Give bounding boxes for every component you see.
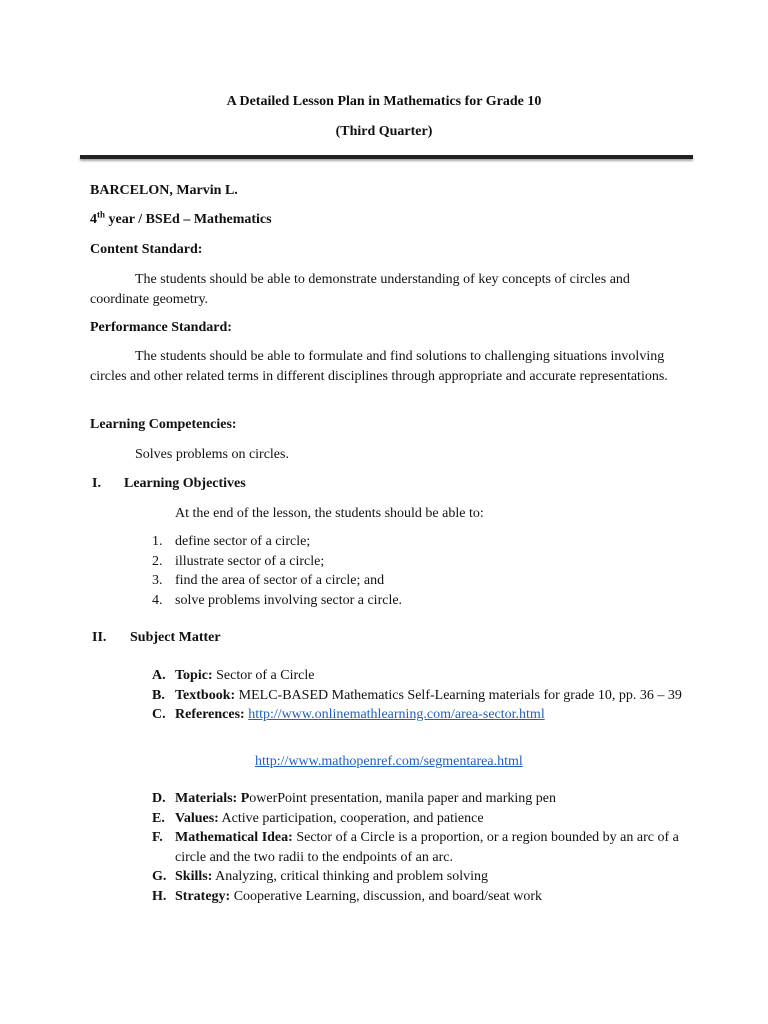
item-text: Cooperative Learning, discussion, and board/seat work <box>230 888 543 904</box>
list-item <box>152 887 692 907</box>
item-text: owerPoint presentation, manila paper and marking pen <box>249 791 556 806</box>
item-letter: D. <box>152 791 166 806</box>
item-letter: F. <box>152 830 163 845</box>
item-text: Active participation, cooperation, and patience <box>218 810 484 826</box>
list-item <box>152 809 692 829</box>
item-letter: G. <box>152 869 167 884</box>
author-year-suffix: th <box>97 209 106 220</box>
item-label: Topic: <box>175 668 213 683</box>
list-item <box>135 571 695 591</box>
performance-standard-text: The students should be able to formulate and find solutions to challenging situations involving circles and other related terms in different disciplines through appropriate and accurate representations. <box>90 349 668 384</box>
objective-text: find the area of sector of a circle; and <box>175 573 385 588</box>
section-1-heading: Learning Objectives <box>124 476 246 491</box>
item-text: Sector of a Circle is a proportion, or a region bounded by an arc of a circle and the two radii to the endpoints of an arc. <box>175 830 679 865</box>
list-item <box>152 666 692 686</box>
item-label: Materials: P <box>175 791 250 806</box>
performance-standard-heading: Performance Standard: <box>90 320 232 335</box>
author-year-number: 4 <box>90 212 97 227</box>
item-letter: E. <box>152 810 165 826</box>
document-title: A Detailed Lesson Plan in Mathematics for Grade 10 <box>226 94 542 109</box>
list-item <box>135 532 695 552</box>
section-2-numeral: II. <box>92 630 107 645</box>
objective-text: solve problems involving sector a circle. <box>175 592 403 608</box>
item-label: References: <box>175 707 245 722</box>
item-label: Values: <box>175 810 219 826</box>
item-letter: C. <box>152 707 166 722</box>
item-label: Skills: <box>175 869 213 884</box>
author-year-program: year / BSEd – Mathematics <box>105 212 272 227</box>
header-divider <box>80 155 693 159</box>
reference-link-2[interactable]: http://www.mathopenref.com/segmentarea.html <box>255 754 523 769</box>
document-subtitle: (Third Quarter) <box>335 124 433 139</box>
subject-matter-list-bottom <box>152 789 692 906</box>
section-1-numeral: I. <box>92 476 101 491</box>
item-letter: H. <box>152 888 167 904</box>
objective-text: define sector of a circle; <box>175 534 311 549</box>
list-item <box>152 867 692 887</box>
item-letter: B. <box>152 687 165 703</box>
objective-text: illustrate sector of a circle; <box>175 553 325 569</box>
objectives-list <box>135 532 695 610</box>
learning-competencies-heading: Learning Competencies: <box>90 417 237 432</box>
author-year <box>90 210 272 230</box>
item-text: MELC-BASED Mathematics Self-Learning materials for grade 10, pp. 36 – 39 <box>235 687 682 703</box>
objective-number: 1. <box>152 534 163 549</box>
item-label: Textbook: <box>175 687 236 703</box>
objective-number: 3. <box>152 573 163 588</box>
subject-matter-list-top <box>152 666 692 725</box>
list-item <box>135 591 695 611</box>
list-item <box>152 686 692 706</box>
item-text: Analyzing, critical thinking and problem solving <box>212 869 489 884</box>
learning-competencies-text: Solves problems on circles. <box>135 447 289 462</box>
list-item <box>152 789 692 809</box>
author-name: BARCELON, Marvin L. <box>90 183 238 198</box>
section-2-heading: Subject Matter <box>130 630 221 645</box>
objective-number: 4. <box>152 592 163 608</box>
objective-number: 2. <box>152 553 163 569</box>
item-letter: A. <box>152 668 166 683</box>
item-label: Strategy: <box>175 888 231 904</box>
reference-link-1[interactable]: http://www.onlinemathlearning.com/area-sector.html <box>248 707 545 722</box>
list-item <box>152 705 692 725</box>
content-standard-text: The students should be able to demonstrate understanding of key concepts of circles and coordinate geometry. <box>90 272 630 307</box>
content-standard-heading: Content Standard: <box>90 242 203 257</box>
list-item <box>135 552 695 572</box>
item-text: Sector of a Circle <box>212 668 315 683</box>
item-label: Mathematical Idea: <box>175 830 293 845</box>
objectives-intro: At the end of the lesson, the students should be able to: <box>175 506 484 521</box>
list-item <box>152 828 692 867</box>
